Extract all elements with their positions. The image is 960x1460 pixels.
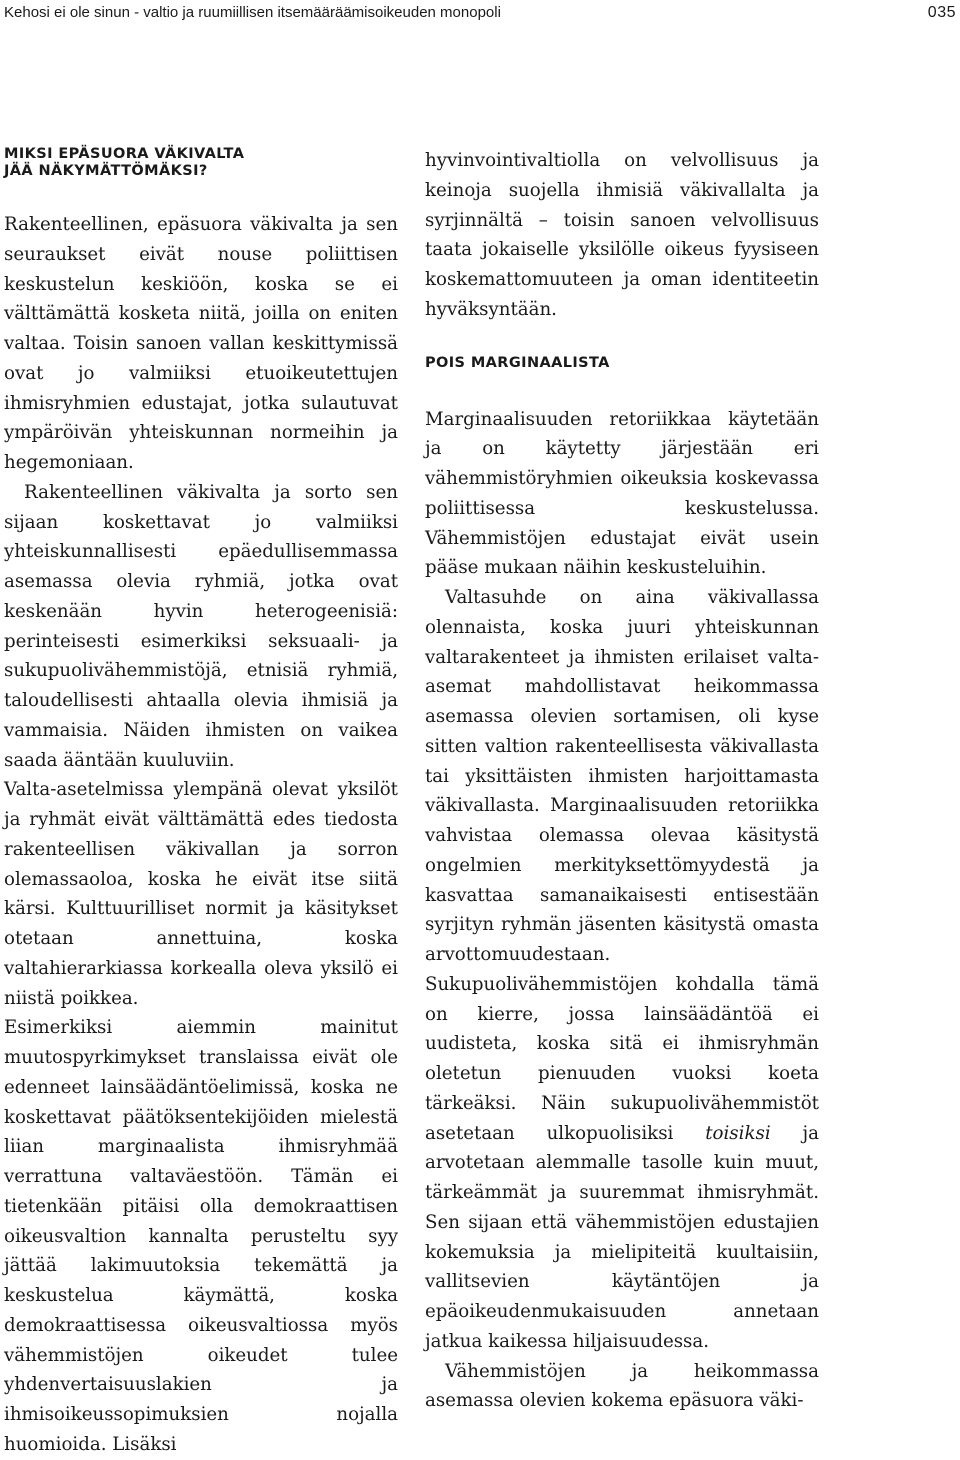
paragraph-text: Valtasuhde on aina väkivallassa olennaista, koska juuri yhteiskunnan valtarakenteet ja ihmisten erilaiset valta-asemat mahdollistavat heikommassa asemassa olevien sortamisen, oli kyse sitten valtion rakenteellisesta väkivallasta tai yksittäisten ihmisten harjoittamasta väkivallasta. Marginaalisuuden retoriikka vahvistaa olemassa olevaa käsitystä ongelmien merkityksettömyydestä ja kasvattaa samanaikaisesti entisestään syrjityn ryhmän jäsenten käsitystä omasta arvottomuudestaan. Sukupuolivähemmistöjen kohdalla tämä on kierre, jossa lainsäädäntöä ei uudisteta, koska sitä ei ihmisryhmän oletetun pienuuden vuoksi koeta tärkeäksi. Näin sukupuolivähemmistöt asetetaan ulkopuolisiksi — [425, 587, 819, 1144]
body-paragraph: Esimerkiksi aiemmin mainitut muutospyrkimykset translaissa eivät ole edenneet lainsäädäntöelimissä, koska ne koskettavat päätöksentekijöiden mielestä liian marginaalista ihmisryhmää verrattuna valtaväestöön. Tämän ei tietenkään pitäisi olla demokraattisen oikeusvaltion kannalta perusteltu syy jättää lakimuutoksia tekemättä ja keskustelua käymättä, koska demokraattisessa oikeusvaltiossa myös vähemmistöjen oikeudet tulee yhdenvertaisuuslakien ja ihmisoikeussopimuksien nojalla huomioida. Lisäksi — [4, 1017, 398, 1455]
heading-line-1: MIKSI EPÄSUORA VÄKIVALTA — [4, 146, 245, 162]
section-heading-out-of-margin: POIS MARGINAALISTA — [425, 354, 610, 371]
heading-line-2: JÄÄ NÄKYMÄTTÖMÄKSI? — [4, 163, 208, 179]
body-paragraph: Valta-asetelmissa ylempänä olevat yksilöt ja ryhmät eivät välttämättä edes tiedosta rakenteellisen väkivallan ja sorron olemassaoloa, koska he eivät itse siitä kärsi. Kulttuurilliset normit ja käsitykset otetaan annettuina, koska valtahierarkiassa korkealla oleva yksilö ei niistä poikkea. — [4, 779, 398, 1009]
body-paragraph-continuation: hyvinvointivaltiolla on velvollisuus ja keinoja suojella ihmisiä väkivallalta ja syrjinnältä – toisin sanoen velvollisuus taata jokaiselle yksilölle oikeus fyysiseen koskemattomuuteen ja oman identiteetin hyväksyntään. — [425, 150, 819, 320]
section-heading-indirect-violence — [4, 146, 398, 180]
body-paragraph: Marginaalisuuden retoriikkaa käytetään ja on käytetty järjestään eri vähemmistöryhmien oikeuksia koskevassa poliittisessa keskustelussa. Vähemmistöjen edustajat eivät usein pääse mukaan näihin keskusteluihin. — [425, 408, 819, 579]
body-paragraph — [425, 583, 819, 1357]
running-title: Kehosi ei ole sinun - valtio ja ruumiillisen itsemääräämisoikeuden monopoli — [4, 4, 501, 21]
page-number: 035 — [927, 4, 956, 21]
left-column — [4, 146, 398, 1460]
body-paragraph: Vähemmistöjen ja heikommassa asemassa olevien kokema epäsuora väki- — [425, 1360, 819, 1412]
body-paragraph: Rakenteellinen, epäsuora väkivalta ja sen seuraukset eivät nouse poliittisen keskustelun keskiöön, koska se ei välttämättä kosketa niitä, joilla on eniten valtaa. Toisin sanoen vallan keskittymissä ovat jo valmiiksi etuoikeutettujen ihmisryhmien edustajat, jotka sulautuvat ympäröivän yhteiskunnan normeihin ja hegemoniaan. — [4, 214, 398, 473]
right-column — [425, 146, 819, 1416]
running-header — [4, 0, 956, 26]
italic-word: toisiksi — [705, 1122, 771, 1144]
paragraph-text: ja arvotetaan alemmalle tasolle kuin muut, tärkeämmät ja suuremmat ihmisryhmät. Sen sijaan että vähemmistöjen edustajien kokemuksia ja mielipiteitä kuultaisiin, vallitsevien käytäntöjen ja epäoikeudenmukaisuuden annetaan jatkua kaikessa hiljaisuudessa. — [425, 1122, 819, 1352]
body-paragraph: Rakenteellinen väkivalta ja sorto sen sijaan koskettavat jo valmiiksi yhteiskunnallisesti epäedullisemmassa asemassa olevia ryhmiä, jotka ovat keskenään hyvin heterogeenisiä: perinteisesti esimerkiksi seksuaali- ja sukupuolivähemmistöjä, etnisiä ryhmiä, taloudellisesti ahtaalla olevia ihmisiä ja vammaisia. Näiden ihmisten on vaikea saada ääntään kuuluviin. — [4, 481, 398, 771]
